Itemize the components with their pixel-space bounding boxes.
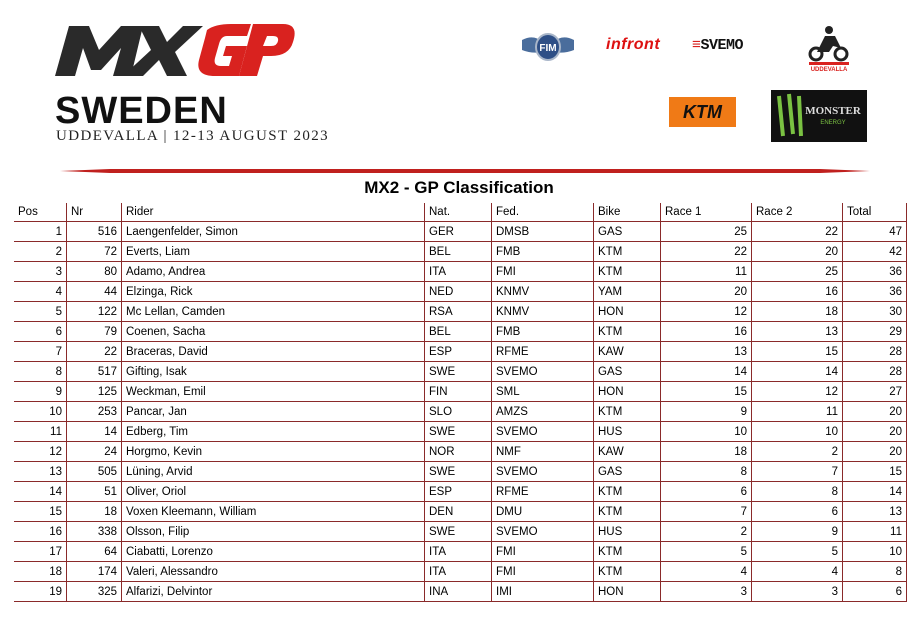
pos-cell: 13 bbox=[14, 462, 67, 482]
table-row bbox=[14, 442, 907, 462]
pos-cell: 2 bbox=[14, 242, 67, 262]
race1-cell: 15 bbox=[661, 382, 752, 402]
nr-cell: 72 bbox=[67, 242, 122, 262]
rider-cell: Voxen Kleemann, William bbox=[122, 502, 425, 522]
total-cell: 20 bbox=[843, 442, 907, 462]
rider-cell: Alfarizi, Delvintor bbox=[122, 582, 425, 602]
pos-cell: 8 bbox=[14, 362, 67, 382]
nat-cell: SWE bbox=[425, 362, 492, 382]
race2-cell: 18 bbox=[752, 302, 843, 322]
nr-cell: 18 bbox=[67, 502, 122, 522]
column-header-bike: Bike bbox=[594, 203, 661, 222]
nat-cell: DEN bbox=[425, 502, 492, 522]
total-cell: 14 bbox=[843, 482, 907, 502]
table-header-row bbox=[14, 203, 907, 222]
pos-cell: 10 bbox=[14, 402, 67, 422]
rider-cell: Everts, Liam bbox=[122, 242, 425, 262]
rider-cell: Laengenfelder, Simon bbox=[122, 222, 425, 242]
fed-cell: SVEMO bbox=[492, 362, 594, 382]
bike-cell: KTM bbox=[594, 242, 661, 262]
race1-cell: 8 bbox=[661, 462, 752, 482]
race1-cell: 10 bbox=[661, 422, 752, 442]
table-row bbox=[14, 542, 907, 562]
fed-cell: RFME bbox=[492, 482, 594, 502]
bike-cell: KTM bbox=[594, 562, 661, 582]
nr-cell: 24 bbox=[67, 442, 122, 462]
total-cell: 15 bbox=[843, 462, 907, 482]
fed-cell: NMF bbox=[492, 442, 594, 462]
fed-cell: FMI bbox=[492, 262, 594, 282]
total-cell: 13 bbox=[843, 502, 907, 522]
nr-cell: 44 bbox=[67, 282, 122, 302]
table-row bbox=[14, 402, 907, 422]
nat-cell: BEL bbox=[425, 242, 492, 262]
nr-cell: 51 bbox=[67, 482, 122, 502]
rider-cell: Ciabatti, Lorenzo bbox=[122, 542, 425, 562]
mxgp-logo bbox=[55, 20, 295, 78]
pos-cell: 5 bbox=[14, 302, 67, 322]
fed-cell: KNMV bbox=[492, 282, 594, 302]
nat-cell: SWE bbox=[425, 522, 492, 542]
nat-cell: ITA bbox=[425, 542, 492, 562]
total-cell: 28 bbox=[843, 342, 907, 362]
table-row bbox=[14, 562, 907, 582]
nr-cell: 80 bbox=[67, 262, 122, 282]
nr-cell: 325 bbox=[67, 582, 122, 602]
fed-cell: KNMV bbox=[492, 302, 594, 322]
nat-cell: SWE bbox=[425, 462, 492, 482]
bike-cell: HUS bbox=[594, 422, 661, 442]
pos-cell: 4 bbox=[14, 282, 67, 302]
race1-cell: 11 bbox=[661, 262, 752, 282]
nat-cell: NED bbox=[425, 282, 492, 302]
total-cell: 42 bbox=[843, 242, 907, 262]
race2-cell: 6 bbox=[752, 502, 843, 522]
fed-cell: SVEMO bbox=[492, 422, 594, 442]
pos-cell: 19 bbox=[14, 582, 67, 602]
event-country: SWEDEN bbox=[55, 90, 228, 132]
table-row bbox=[14, 342, 907, 362]
race1-cell: 18 bbox=[661, 442, 752, 462]
race2-cell: 12 bbox=[752, 382, 843, 402]
race2-cell: 13 bbox=[752, 322, 843, 342]
nr-cell: 14 bbox=[67, 422, 122, 442]
nr-cell: 174 bbox=[67, 562, 122, 582]
total-cell: 8 bbox=[843, 562, 907, 582]
svg-text:UDDEVALLA: UDDEVALLA bbox=[810, 67, 848, 72]
nat-cell: ESP bbox=[425, 342, 492, 362]
fed-cell: FMB bbox=[492, 242, 594, 262]
svemo-logo-text: SVEMO bbox=[700, 37, 744, 54]
race1-cell: 7 bbox=[661, 502, 752, 522]
bike-cell: HON bbox=[594, 302, 661, 322]
total-cell: 11 bbox=[843, 522, 907, 542]
race2-cell: 20 bbox=[752, 242, 843, 262]
race1-cell: 22 bbox=[661, 242, 752, 262]
bike-cell: KTM bbox=[594, 322, 661, 342]
table-row bbox=[14, 422, 907, 442]
bike-cell: GAS bbox=[594, 462, 661, 482]
race2-cell: 22 bbox=[752, 222, 843, 242]
nr-cell: 122 bbox=[67, 302, 122, 322]
table-row bbox=[14, 322, 907, 342]
bike-cell: HON bbox=[594, 382, 661, 402]
nat-cell: GER bbox=[425, 222, 492, 242]
table-row bbox=[14, 282, 907, 302]
table-row bbox=[14, 382, 907, 402]
table-row bbox=[14, 462, 907, 482]
nat-cell: INA bbox=[425, 582, 492, 602]
race2-cell: 2 bbox=[752, 442, 843, 462]
nr-cell: 125 bbox=[67, 382, 122, 402]
total-cell: 20 bbox=[843, 422, 907, 442]
nr-cell: 79 bbox=[67, 322, 122, 342]
race1-cell: 3 bbox=[661, 582, 752, 602]
total-cell: 28 bbox=[843, 362, 907, 382]
column-header-race2: Race 2 bbox=[752, 203, 843, 222]
total-cell: 29 bbox=[843, 322, 907, 342]
nat-cell: FIN bbox=[425, 382, 492, 402]
table-row bbox=[14, 242, 907, 262]
rider-cell: Lüning, Arvid bbox=[122, 462, 425, 482]
table-row bbox=[14, 302, 907, 322]
pos-cell: 15 bbox=[14, 502, 67, 522]
table-row bbox=[14, 582, 907, 602]
race2-cell: 3 bbox=[752, 582, 843, 602]
header-divider bbox=[60, 168, 870, 174]
race1-cell: 14 bbox=[661, 362, 752, 382]
column-header-total: Total bbox=[843, 203, 907, 222]
race1-cell: 5 bbox=[661, 542, 752, 562]
rider-cell: Pancar, Jan bbox=[122, 402, 425, 422]
svg-text:FIM: FIM bbox=[539, 43, 557, 54]
total-cell: 47 bbox=[843, 222, 907, 242]
pos-cell: 3 bbox=[14, 262, 67, 282]
race1-cell: 2 bbox=[661, 522, 752, 542]
svg-text:ENERGY: ENERGY bbox=[820, 120, 846, 126]
classification-rows bbox=[14, 222, 907, 602]
nat-cell: ESP bbox=[425, 482, 492, 502]
table-row bbox=[14, 522, 907, 542]
table-row bbox=[14, 362, 907, 382]
total-cell: 30 bbox=[843, 302, 907, 322]
nat-cell: NOR bbox=[425, 442, 492, 462]
pos-cell: 1 bbox=[14, 222, 67, 242]
rider-cell: Gifting, Isak bbox=[122, 362, 425, 382]
race1-cell: 16 bbox=[661, 322, 752, 342]
rider-cell: Horgmo, Kevin bbox=[122, 442, 425, 462]
bike-cell: KTM bbox=[594, 402, 661, 422]
rider-cell: Coenen, Sacha bbox=[122, 322, 425, 342]
nat-cell: ITA bbox=[425, 262, 492, 282]
bike-cell: HON bbox=[594, 582, 661, 602]
page-title: MX2 - GP Classification bbox=[364, 178, 554, 197]
race2-cell: 5 bbox=[752, 542, 843, 562]
race1-cell: 12 bbox=[661, 302, 752, 322]
nr-cell: 505 bbox=[67, 462, 122, 482]
rider-cell: Braceras, David bbox=[122, 342, 425, 362]
bike-cell: KAW bbox=[594, 442, 661, 462]
race1-cell: 9 bbox=[661, 402, 752, 422]
event-subtitle: UDDEVALLA | 12-13 AUGUST 2023 bbox=[56, 128, 330, 144]
bike-cell: GAS bbox=[594, 222, 661, 242]
total-cell: 10 bbox=[843, 542, 907, 562]
race2-cell: 14 bbox=[752, 362, 843, 382]
race2-cell: 16 bbox=[752, 282, 843, 302]
total-cell: 36 bbox=[843, 262, 907, 282]
race1-cell: 20 bbox=[661, 282, 752, 302]
event-header bbox=[0, 0, 918, 178]
bike-cell: GAS bbox=[594, 362, 661, 382]
race2-cell: 7 bbox=[752, 462, 843, 482]
column-header-fed: Fed. bbox=[492, 203, 594, 222]
infront-logo: infront bbox=[606, 36, 661, 53]
nr-cell: 516 bbox=[67, 222, 122, 242]
race1-cell: 25 bbox=[661, 222, 752, 242]
total-cell: 36 bbox=[843, 282, 907, 302]
nat-cell: ITA bbox=[425, 562, 492, 582]
race2-cell: 11 bbox=[752, 402, 843, 422]
fed-cell: FMI bbox=[492, 562, 594, 582]
pos-cell: 9 bbox=[14, 382, 67, 402]
nat-cell: RSA bbox=[425, 302, 492, 322]
bike-cell: KTM bbox=[594, 482, 661, 502]
nr-cell: 64 bbox=[67, 542, 122, 562]
nr-cell: 253 bbox=[67, 402, 122, 422]
race2-cell: 25 bbox=[752, 262, 843, 282]
table-row bbox=[14, 262, 907, 282]
bike-cell: KTM bbox=[594, 502, 661, 522]
classification-table bbox=[14, 203, 907, 602]
column-header-nat: Nat. bbox=[425, 203, 492, 222]
rider-cell: Olsson, Filip bbox=[122, 522, 425, 542]
table-row bbox=[14, 502, 907, 522]
pos-cell: 18 bbox=[14, 562, 67, 582]
total-cell: 20 bbox=[843, 402, 907, 422]
rider-cell: Elzinga, Rick bbox=[122, 282, 425, 302]
rider-cell: Edberg, Tim bbox=[122, 422, 425, 442]
fim-logo bbox=[520, 32, 576, 62]
race1-cell: 13 bbox=[661, 342, 752, 362]
column-header-race1: Race 1 bbox=[661, 203, 752, 222]
column-header-nr: Nr bbox=[67, 203, 122, 222]
table-row bbox=[14, 222, 907, 242]
race1-cell: 6 bbox=[661, 482, 752, 502]
uddevalla-logo bbox=[803, 22, 853, 72]
race2-cell: 10 bbox=[752, 422, 843, 442]
svemo-logo: ≡SVEMO bbox=[692, 37, 744, 54]
race1-cell: 4 bbox=[661, 562, 752, 582]
fed-cell: AMZS bbox=[492, 402, 594, 422]
fed-cell: FMB bbox=[492, 322, 594, 342]
bike-cell: KTM bbox=[594, 262, 661, 282]
fed-cell: DMSB bbox=[492, 222, 594, 242]
fed-cell: RFME bbox=[492, 342, 594, 362]
bike-cell: HUS bbox=[594, 522, 661, 542]
pos-cell: 17 bbox=[14, 542, 67, 562]
total-cell: 6 bbox=[843, 582, 907, 602]
pos-cell: 14 bbox=[14, 482, 67, 502]
race2-cell: 15 bbox=[752, 342, 843, 362]
fed-cell: SVEMO bbox=[492, 462, 594, 482]
fed-cell: SML bbox=[492, 382, 594, 402]
pos-cell: 12 bbox=[14, 442, 67, 462]
svg-text:MONSTER: MONSTER bbox=[805, 105, 861, 117]
bike-cell: KAW bbox=[594, 342, 661, 362]
column-header-pos: Pos bbox=[14, 203, 67, 222]
table-row bbox=[14, 482, 907, 502]
fed-cell: DMU bbox=[492, 502, 594, 522]
nat-cell: SLO bbox=[425, 402, 492, 422]
rider-cell: Oliver, Oriol bbox=[122, 482, 425, 502]
race2-cell: 9 bbox=[752, 522, 843, 542]
fed-cell: IMI bbox=[492, 582, 594, 602]
pos-cell: 6 bbox=[14, 322, 67, 342]
rider-cell: Valeri, Alessandro bbox=[122, 562, 425, 582]
total-cell: 27 bbox=[843, 382, 907, 402]
race2-cell: 4 bbox=[752, 562, 843, 582]
pos-cell: 16 bbox=[14, 522, 67, 542]
rider-cell: Mc Lellan, Camden bbox=[122, 302, 425, 322]
bike-cell: YAM bbox=[594, 282, 661, 302]
nat-cell: SWE bbox=[425, 422, 492, 442]
pos-cell: 7 bbox=[14, 342, 67, 362]
fed-cell: SVEMO bbox=[492, 522, 594, 542]
ktm-logo: KTM bbox=[669, 97, 736, 127]
bike-cell: KTM bbox=[594, 542, 661, 562]
fed-cell: FMI bbox=[492, 542, 594, 562]
nat-cell: BEL bbox=[425, 322, 492, 342]
nr-cell: 517 bbox=[67, 362, 122, 382]
monster-energy-logo bbox=[771, 90, 867, 142]
race2-cell: 8 bbox=[752, 482, 843, 502]
rider-cell: Weckman, Emil bbox=[122, 382, 425, 402]
nr-cell: 338 bbox=[67, 522, 122, 542]
pos-cell: 11 bbox=[14, 422, 67, 442]
nr-cell: 22 bbox=[67, 342, 122, 362]
column-header-rider: Rider bbox=[122, 203, 425, 222]
rider-cell: Adamo, Andrea bbox=[122, 262, 425, 282]
